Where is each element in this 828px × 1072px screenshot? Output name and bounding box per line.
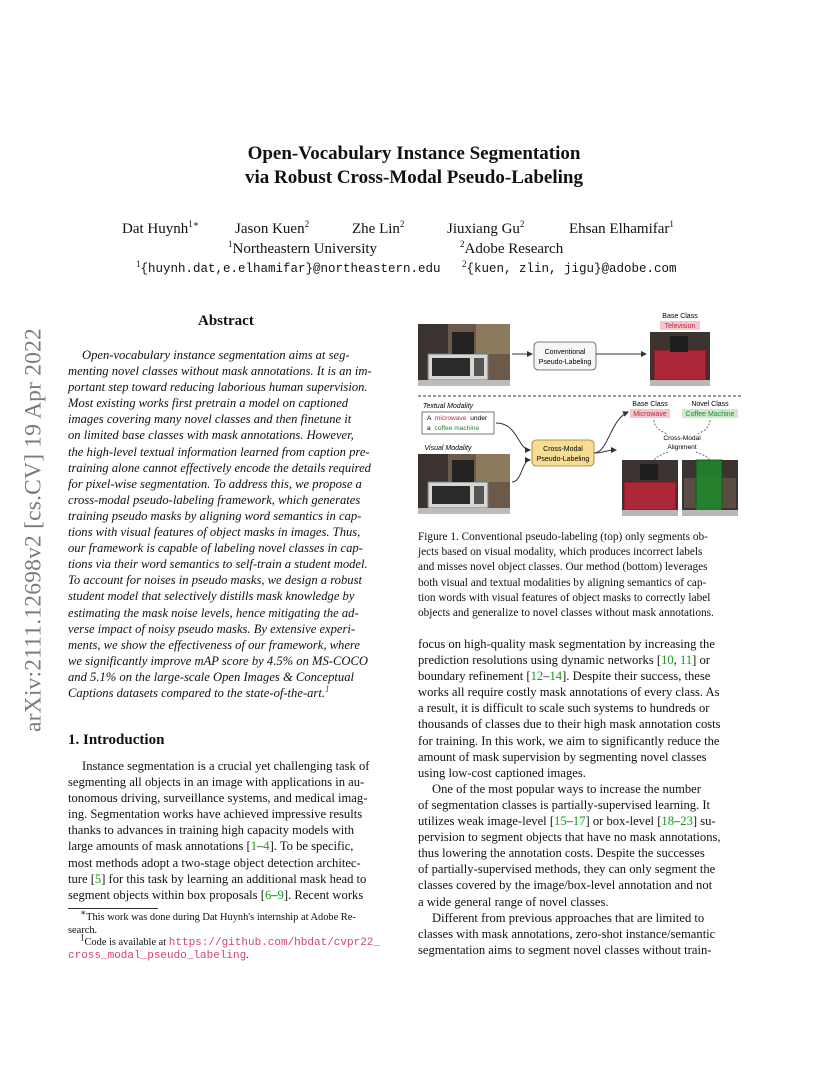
arxiv-sidebar-stamp bbox=[14, 300, 54, 760]
caption-box bbox=[422, 412, 494, 434]
result-photo-microwave bbox=[622, 460, 678, 516]
footnote-ref[interactable]: 1 bbox=[324, 683, 330, 694]
coffee-machine-label: Coffee Machine bbox=[685, 411, 735, 418]
citation-link[interactable]: 12 bbox=[530, 669, 544, 684]
cross-modal-pseudo-labeling-box bbox=[532, 440, 594, 466]
title-line-2: via Robust Cross-Modal Pseudo-Labeling bbox=[244, 167, 583, 188]
title-line-1: Open-Vocabulary Instance Segmentation bbox=[247, 143, 581, 164]
code-link[interactable]: https://github.com/hbdat/cvpr22_ bbox=[168, 937, 380, 950]
code-link-cont[interactable]: cross_modal_pseudo_labeling bbox=[68, 949, 247, 962]
base-class-top-label: Base Class bbox=[662, 313, 698, 320]
email-2: $^2${kuen, zlin, jigu}@adobe.com bbox=[462, 258, 677, 276]
citation-link[interactable]: 11 bbox=[679, 653, 693, 668]
pseudo-labeling-label-top: Pseudo-Labeling bbox=[538, 359, 592, 366]
television-label: Television bbox=[664, 323, 696, 330]
citation-link[interactable]: 10 bbox=[661, 653, 674, 668]
citation-link[interactable]: 15 bbox=[554, 814, 567, 829]
svg-text:a coffee machine: a coffee machine bbox=[427, 425, 480, 432]
microwave-label: Microwave bbox=[633, 411, 667, 418]
kitchen-photo-top bbox=[418, 324, 510, 386]
right-column-body: focus on high-quality mask segmentation by increasing the prediction resolutions using dynamic networks [10, 11] or boundary refinement [12–14]. Despite their success, these works all require costly mask annotations of every class. As a result, it is difficult to scale such systems to hundreds or thousands of classes due to their high mask annotation costs for training. In this work, we aim to significantly reduce the amount of mask supervision by segmenting novel classes using low-cost captioned images. One of the most popular ways to increase the number of segmentation classes is partially-supervised learning. It utilizes weak image-level [15–17] or box-level [18–23] su- pervision to segment objects that have no mask annotations, thus lowering the annotation costs. Despite the successes of partially-supervised methods, they can only segment the classes covered by the image/box-level annotation and not a wide general range of novel classes. Different from previous approaches that are limited to classes with mask annotations, zero-shot instance/semantic segmentation aims to segment novel classes without train- bbox=[418, 637, 721, 957]
citation-link[interactable]: 6 bbox=[264, 887, 272, 902]
pseudo-labeling-label-bottom: Pseudo-Labeling bbox=[536, 456, 590, 463]
abstract-heading: Abstract bbox=[198, 313, 254, 329]
intro-body: Instance segmentation is a crucial yet challenging task of segmenting all objects in an image with applications in au- tonomous driving, surveillance systems, and medical imag- ing. Segmentation works have achieved impressive results thanks to advances in training high capacity models with large amounts of mask annotations [1–4]. To be specific, most methods adopt a two-stage object detection architec- ture [5] for this task by learning an additional mask head to segment objects within box proposals [6–9]. Recent works bbox=[68, 759, 370, 902]
textual-modality-label: Textual Modality bbox=[422, 403, 474, 410]
cross-modal-label: Cross-Modal bbox=[543, 446, 583, 453]
conventional-label: Conventional bbox=[544, 349, 586, 356]
citation-link[interactable]: 14 bbox=[549, 669, 563, 684]
figure-caption: Figure 1. Conventional pseudo-labeling (top) only segments ob- jects based on visual modality, which produces incorrect labels and misses novel object classes. Our method (bottom) leverages both visual and textual modalities by aligning semantics of cap- tion words with visual features of object masks to correctly label objects and generalize to novel classes without mask annotations. bbox=[418, 531, 714, 620]
figure-diagram bbox=[418, 310, 743, 520]
citation-link[interactable]: 4 bbox=[263, 839, 270, 854]
paper-title bbox=[0, 142, 828, 190]
email-1: $^1${huynh.dat,e.elhamifar}@northeastern.edu bbox=[136, 258, 441, 276]
affiliation-2: $^2$Adobe Research bbox=[460, 239, 564, 257]
citation-link[interactable]: 9 bbox=[277, 887, 284, 902]
arxiv-id: arXiv:2111.12698v2 [cs.CV] 19 Apr 2022 bbox=[20, 327, 47, 733]
author-3: Zhe Lin$^2$ bbox=[352, 219, 405, 237]
kitchen-photo-bottom bbox=[418, 454, 510, 514]
author-1: Dat Huynh$^{1∗}$ bbox=[122, 219, 199, 237]
citation-link[interactable]: 17 bbox=[572, 814, 586, 829]
base-class-label: Base Class bbox=[632, 401, 668, 408]
figure-label: Figure 1. bbox=[418, 531, 459, 543]
citation-link[interactable]: 1 bbox=[250, 839, 257, 854]
author-4: Jiuxiang Gu$^2$ bbox=[447, 219, 525, 237]
novel-class-label: Novel Class bbox=[691, 401, 729, 408]
citation-link[interactable]: 18 bbox=[661, 814, 674, 829]
intro-heading: 1. Introduction bbox=[68, 732, 165, 748]
conventional-pseudo-labeling-box bbox=[534, 342, 596, 370]
result-photo-top bbox=[650, 332, 710, 386]
svg-text:A microwave un: A microwave under bbox=[427, 415, 488, 422]
citation-link[interactable]: 23 bbox=[680, 814, 693, 829]
footnotes: ∗This work was done during Dat Huynh's internship at Adobe Re- search. $^1$Code is available at https://github.com/hbdat/cvpr22_ cross_modal_pseudo_labeling. bbox=[68, 907, 380, 962]
cross-modal-alignment-label-b: Alignment bbox=[667, 444, 697, 451]
author-5: Ehsan Elhamifar$^1$ bbox=[569, 219, 674, 237]
figure-1 bbox=[418, 310, 743, 520]
visual-modality-label: Visual Modality bbox=[424, 445, 472, 452]
cross-modal-alignment-label-a: Cross-Modal bbox=[663, 435, 701, 442]
abstract-body: Open-vocabulary instance segmentation aims at seg- menting novel classes without mask annotations. It is an im- portant step toward reducing laborious human supervision. Most existing works first pretrain a model on captioned images covering many novel classes and then finetune it on limited base classes with mask annotations. However, the high-level textual information learned from caption pre- training alone cannot effectively encode the details required for pixel-wise segmentation. To address this, we propose a cross-modal pseudo-labeling framework, which generates training pseudo masks by aligning word semantics in cap- tions with visual features of object masks in images. Thus, our framework is capable of labeling novel classes in cap- tions via their word semantics to self-train a student model. To account for noises in pseudo masks, we design a robust student model that selectively distills mask knowledge by estimating the mask noise levels, hence mitigating the ad- verse impact of noisy pseudo masks. By extensive experi- ments, we show the effectiveness of our framework, where we significantly improve mAP score by 4.5% on MS-COCO and 5.1% on the large-scale Open Images & Conceptual Captions datasets compared to the state-of-the-art.$^1$ bbox=[68, 348, 372, 700]
affiliation-1: $^1$Northeastern University bbox=[228, 239, 378, 257]
result-photo-coffee-machine bbox=[682, 460, 738, 516]
citation-link[interactable]: 5 bbox=[94, 871, 102, 886]
author-2: Jason Kuen$^2$ bbox=[235, 219, 310, 237]
